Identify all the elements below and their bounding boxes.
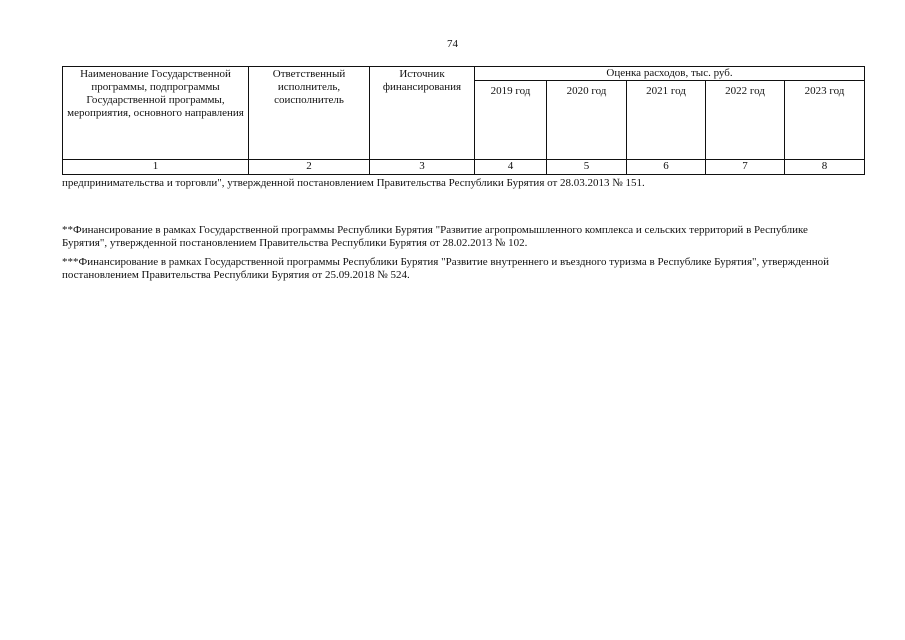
column-number: 4 [475, 160, 547, 175]
column-number: 6 [627, 160, 706, 175]
table-header-row [63, 67, 865, 81]
header-name: Наименование Государственной программы, подпрограммы Государственной программы, мероприятия, основного направления [63, 67, 249, 160]
footnote-agro: **Финансирование в рамках Государственной программы Республики Бурятия "Развитие агропромышленного комплекса и сельских территорий в Республике Бурятия", утвержденной постановлением Правительства Республики Бурятия от 28.02.2013 № 102. [62, 224, 808, 249]
header-responsible: Ответственный исполнитель, соисполнитель [249, 67, 370, 160]
budget-table [62, 66, 865, 175]
column-number: 1 [63, 160, 249, 175]
column-number: 7 [706, 160, 785, 175]
footnote-tourism: ***Финансирование в рамках Государственной программы Республики Бурятия "Развитие внутреннего и въездного туризма в Республике Бурятия", утвержденной постановлением Правительства Республики Бурятия от 25.09.2018 № 524. [62, 256, 830, 281]
header-year-2019: 2019 год [475, 81, 547, 160]
header-source: Источник финансирования [370, 67, 475, 160]
column-number: 2 [249, 160, 370, 175]
header-year-2022: 2022 год [706, 81, 785, 160]
header-year-2021: 2021 год [627, 81, 706, 160]
column-number: 8 [785, 160, 865, 175]
table-column-numbers-row [63, 160, 865, 175]
column-number: 5 [547, 160, 627, 175]
header-expenses: Оценка расходов, тыс. руб. [475, 67, 865, 81]
header-year-2023: 2023 год [785, 81, 865, 160]
page-number: 74 [447, 38, 458, 50]
column-number: 3 [370, 160, 475, 175]
continuation-text: предпринимательства и торговли", утвержденной постановлением Правительства Республики Бурятия от 28.03.2013 № 151. [62, 177, 645, 189]
header-year-2020: 2020 год [547, 81, 627, 160]
